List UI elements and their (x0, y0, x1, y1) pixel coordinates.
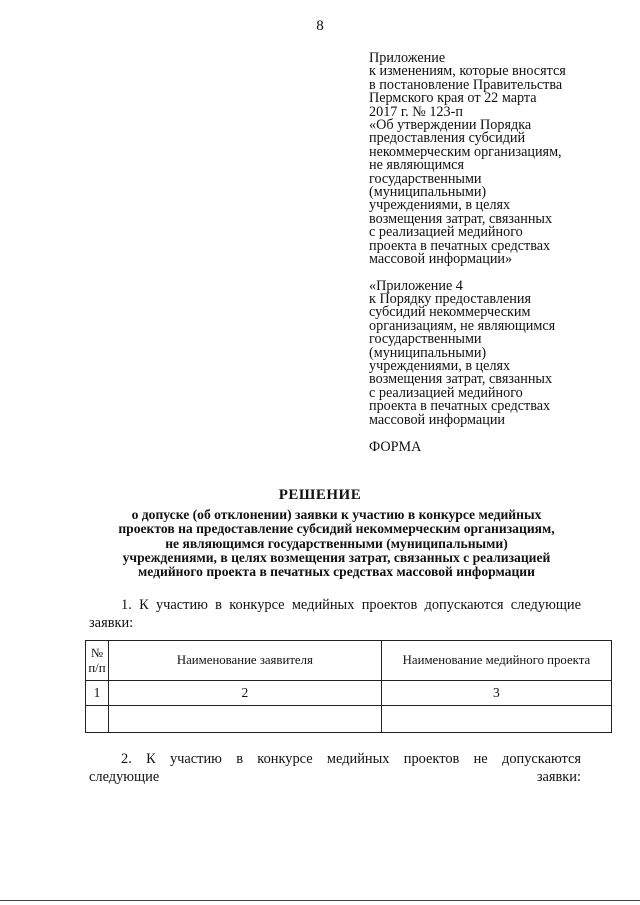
applications-table (85, 640, 612, 733)
subtitle-line: учреждениями, в целях возмещения затрат, связанных с реализацией (122, 549, 551, 565)
paragraph-admitted (89, 596, 581, 632)
appendix-line: массовой информации» (369, 251, 513, 268)
appendix-line: «Об утверждении Порядка (369, 117, 532, 134)
appendix-line: субсидий некоммерческим (369, 304, 531, 321)
appendix-line: массовой информации (369, 411, 506, 428)
appendix-line: государственными (369, 331, 482, 348)
appendix-line: государственными (369, 170, 482, 187)
paragraph-rejected-line-1: 2. К участию в конкурсе медийных проектов не допускаются (121, 751, 581, 767)
table-row (86, 681, 612, 706)
paragraph-admitted-text: 1. К участию в конкурсе медийных проектов допускаются следующие заявки: (89, 597, 581, 631)
appendix-line: к изменениям, которые вносятся (369, 63, 566, 80)
table-header-row (86, 641, 612, 681)
form-label: ФОРМА (369, 438, 422, 455)
appendix-line: к Порядку предоставления (369, 290, 531, 307)
appendix-line: проекта в печатных средствах (369, 398, 551, 415)
appendix-line: Пермского края от 22 марта (369, 90, 537, 107)
header-applicant: Наименование заявителя (108, 641, 381, 681)
appendix-block-2 (369, 277, 599, 428)
appendix-block-1 (369, 52, 599, 267)
appendix-line: некоммерческим организациям, (369, 143, 562, 160)
document-title: РЕШЕНИЕ (278, 487, 362, 503)
appendix-line: не являющимся (369, 157, 464, 174)
appendix-line: (муниципальными) (369, 184, 487, 201)
header-number: № п/п (86, 641, 109, 681)
appendix-line: (муниципальными) (369, 344, 487, 361)
table-row (86, 706, 612, 733)
table-cell (108, 706, 381, 733)
appendix-line: с реализацией медийного (369, 224, 523, 241)
appendix-header (369, 52, 599, 454)
header-project: Наименование медийного проекта (381, 641, 611, 681)
appendix-line: возмещения затрат, связанных (369, 371, 553, 388)
appendix-line: возмещения затрат, связанных (369, 210, 553, 227)
page-number: 8 (316, 18, 324, 34)
appendix-line: учреждениями, в целях (369, 357, 511, 374)
appendix-line: «Приложение 4 (369, 277, 463, 294)
table-cell: 3 (381, 681, 611, 706)
appendix-line: организациям, не являющимся (369, 317, 556, 334)
document-subtitle (84, 508, 589, 579)
subtitle-line: не являющимся государственными (муниципальными) (165, 535, 508, 551)
paragraph-rejected-line-2: следующие заявки: (89, 769, 581, 785)
appendix-line: проекта в печатных средствах (369, 237, 551, 254)
table-cell: 2 (108, 681, 381, 706)
table-cell (381, 706, 611, 733)
appendix-line: Приложение (369, 50, 446, 66)
appendix-line: 2017 г. № 123-п (369, 103, 463, 120)
subtitle-line: о допуске (об отклонении) заявки к участию в конкурсе медийных (131, 507, 542, 522)
table-cell (86, 706, 109, 733)
page-bottom-rule (0, 900, 640, 901)
appendix-line: предоставления субсидий (369, 130, 526, 147)
table-cell: 1 (86, 681, 109, 706)
appendix-line: с реализацией медийного (369, 384, 523, 401)
appendix-line: в постановление Правительства (369, 76, 563, 93)
subtitle-line: проектов на предоставление субсидий некоммерческим организациям, (118, 521, 555, 537)
subtitle-line: медийного проекта в печатных средствах массовой информации (138, 564, 535, 580)
appendix-line: учреждениями, в целях (369, 197, 511, 214)
paragraph-rejected (89, 750, 581, 786)
